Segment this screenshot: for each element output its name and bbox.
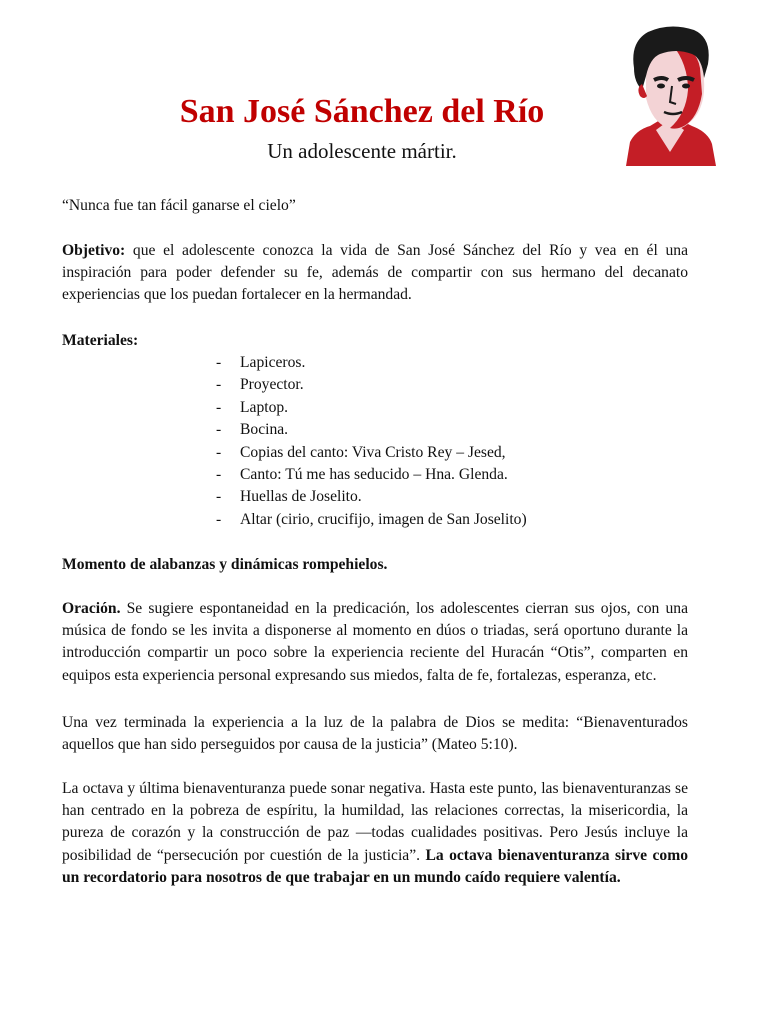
objetivo-paragraph [62,240,688,307]
page-subtitle: Un adolescente mártir. [267,139,457,163]
list-item: - Proyector. [216,374,527,396]
list-item: - Huellas de Joselito. [216,486,527,508]
oracion-text: Se sugiere espontaneidad en la predicación, los adolescentes cierran sus ojos, con una música de fondo se les invita a disponerse al momento en dúos o triadas, será oportuno durante la introducción compartir un poco sobre la experiencia reciente del Huracán “Otis”, comparten en equipos esta experiencia personal expresando sus miedos, falta de fe, fortalezas, esperanza, etc. [62,600,688,684]
list-item: - Canto: Tú me has seducido – Hna. Glenda. [216,464,527,486]
beatitude-text: La octava y última bienaventuranza puede sonar negativa. Hasta este punto, las bienaventuranzas se han centrado en la pobreza de espíritu, la humildad, las relaciones correctas, la misericordia, la pureza de corazón y la construcción de paz —todas cualidades positivas. Pero Jesús incluye la posibilidad de “persecución por cuestión de la justicia”. [62,780,688,864]
oracion-paragraph [62,598,688,687]
meditation-paragraph: Una vez terminada la experiencia a la luz de la palabra de Dios se medita: “Bienaventurados aquellos que han sido perseguidos por causa de la justicia” (Mateo 5:10). [62,714,688,754]
list-item: - Laptop. [216,397,527,419]
beatitude-paragraph [62,778,688,889]
beatitude-bold-text: La octava bienaventuranza sirve como un recordatorio para nosotros de que trabajar en un mundo caído requiere valentía. [62,846,688,886]
oracion-label: Oración. [62,600,121,617]
materiales-heading: Materiales: [62,332,139,349]
page-title: San José Sánchez del Río [179,93,545,130]
materiales-list [216,352,527,531]
quote-text: “Nunca fue tan fácil ganarse el cielo” [62,197,296,214]
objetivo-label: Objetivo: [62,242,126,259]
list-item: - Lapiceros. [216,352,527,374]
list-item: - Copias del canto: Viva Cristo Rey – Jesed, [216,442,527,464]
list-item: - Altar (cirio, crucifijo, imagen de San Joselito) [216,509,527,531]
momento-heading: Momento de alabanzas y dinámicas rompehielos. [62,556,388,573]
list-item: - Bocina. [216,419,527,441]
objetivo-text: que el adolescente conozca la vida de San José Sánchez del Río y vea en él una inspiración para poder defender su fe, además de compartir con sus hermano del decanato experiencias que los puedan fortalecer en la hermandad. [62,242,688,304]
